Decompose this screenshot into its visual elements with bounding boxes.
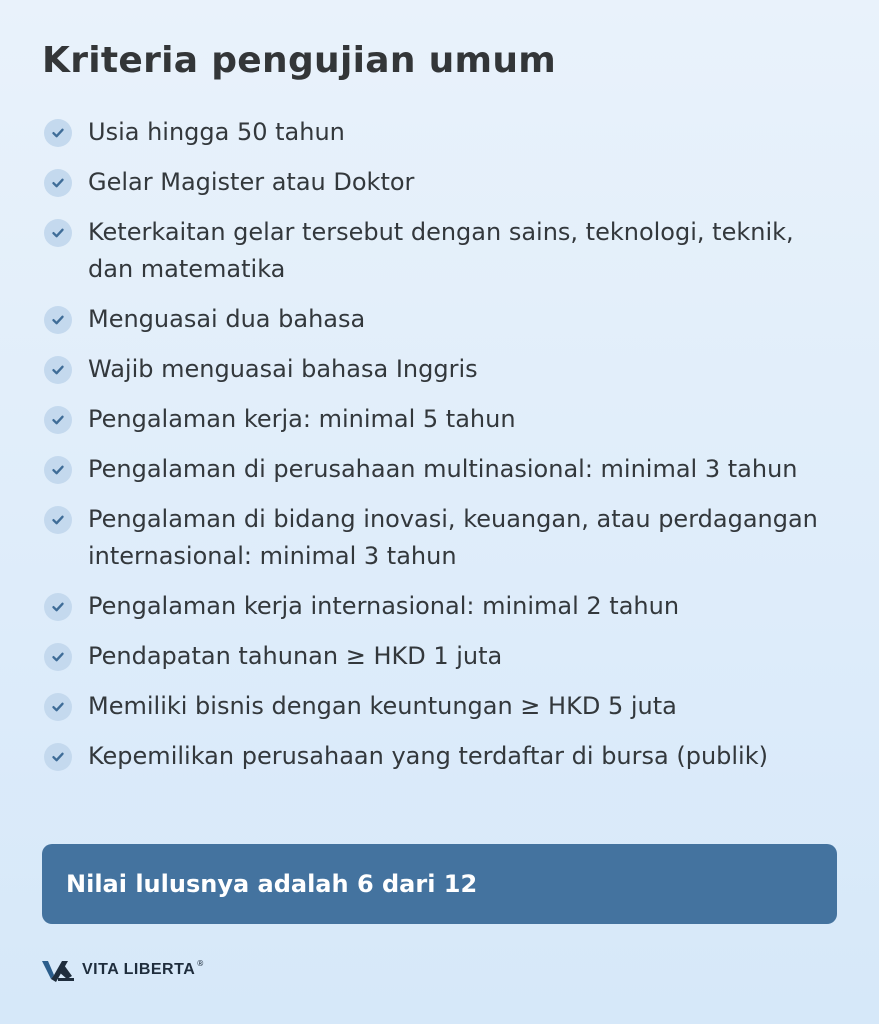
criteria-item-label: Keterkaitan gelar tersebut dengan sains, teknologi, teknik, dan matematika: [88, 218, 794, 283]
criteria-item: [44, 688, 844, 725]
criteria-item: [44, 114, 844, 151]
criteria-item-label: Gelar Magister atau Doktor: [88, 168, 415, 196]
criteria-item-label: Pengalaman kerja internasional: minimal 2 tahun: [88, 592, 680, 620]
criteria-item-label: Pendapatan tahunan ≥ HKD 1 juta: [88, 642, 503, 670]
check-circle-icon: [44, 406, 72, 434]
criteria-item-label: Wajib menguasai bahasa Inggris: [88, 355, 478, 383]
criteria-item: [44, 738, 844, 775]
criteria-item-label: Memiliki bisnis dengan keuntungan ≥ HKD 5 juta: [88, 692, 677, 720]
criteria-item: [44, 351, 844, 388]
check-circle-icon: [44, 506, 72, 534]
brand-name: VITA LIBERTA: [82, 961, 196, 978]
passing-score-banner: [42, 844, 837, 924]
criteria-item-label: Menguasai dua bahasa: [88, 305, 366, 333]
check-circle-icon: [44, 306, 72, 334]
criteria-list: [44, 114, 844, 775]
brand-logo: [42, 958, 204, 982]
vita-liberta-logo-icon: [42, 958, 74, 982]
passing-score-text: Nilai lulusnya adalah 6 dari 12: [66, 870, 478, 898]
check-circle-icon: [44, 593, 72, 621]
criteria-item: [44, 501, 844, 575]
criteria-item: [44, 638, 844, 675]
criteria-item: [44, 164, 844, 201]
check-circle-icon: [44, 643, 72, 671]
check-circle-icon: [44, 356, 72, 384]
page-title: Kriteria pengujian umum: [42, 40, 557, 81]
check-circle-icon: [44, 693, 72, 721]
criteria-item: [44, 451, 844, 488]
criteria-item-label: Pengalaman di perusahaan multinasional: minimal 3 tahun: [88, 455, 798, 483]
criteria-item: [44, 214, 844, 288]
criteria-item-label: Kepemilikan perusahaan yang terdaftar di bursa (publik): [88, 742, 768, 770]
criteria-item-label: Pengalaman di bidang inovasi, keuangan, atau perdagangan internasional: minimal 3 tahun: [88, 505, 818, 570]
criteria-item: [44, 301, 844, 338]
check-circle-icon: [44, 169, 72, 197]
criteria-item: [44, 588, 844, 625]
criteria-item-label: Pengalaman kerja: minimal 5 tahun: [88, 405, 516, 433]
criteria-item-label: Usia hingga 50 tahun: [88, 118, 345, 146]
criteria-item: [44, 401, 844, 438]
registered-mark: ®: [196, 958, 205, 968]
check-circle-icon: [44, 743, 72, 771]
check-circle-icon: [44, 219, 72, 247]
check-circle-icon: [44, 119, 72, 147]
check-circle-icon: [44, 456, 72, 484]
